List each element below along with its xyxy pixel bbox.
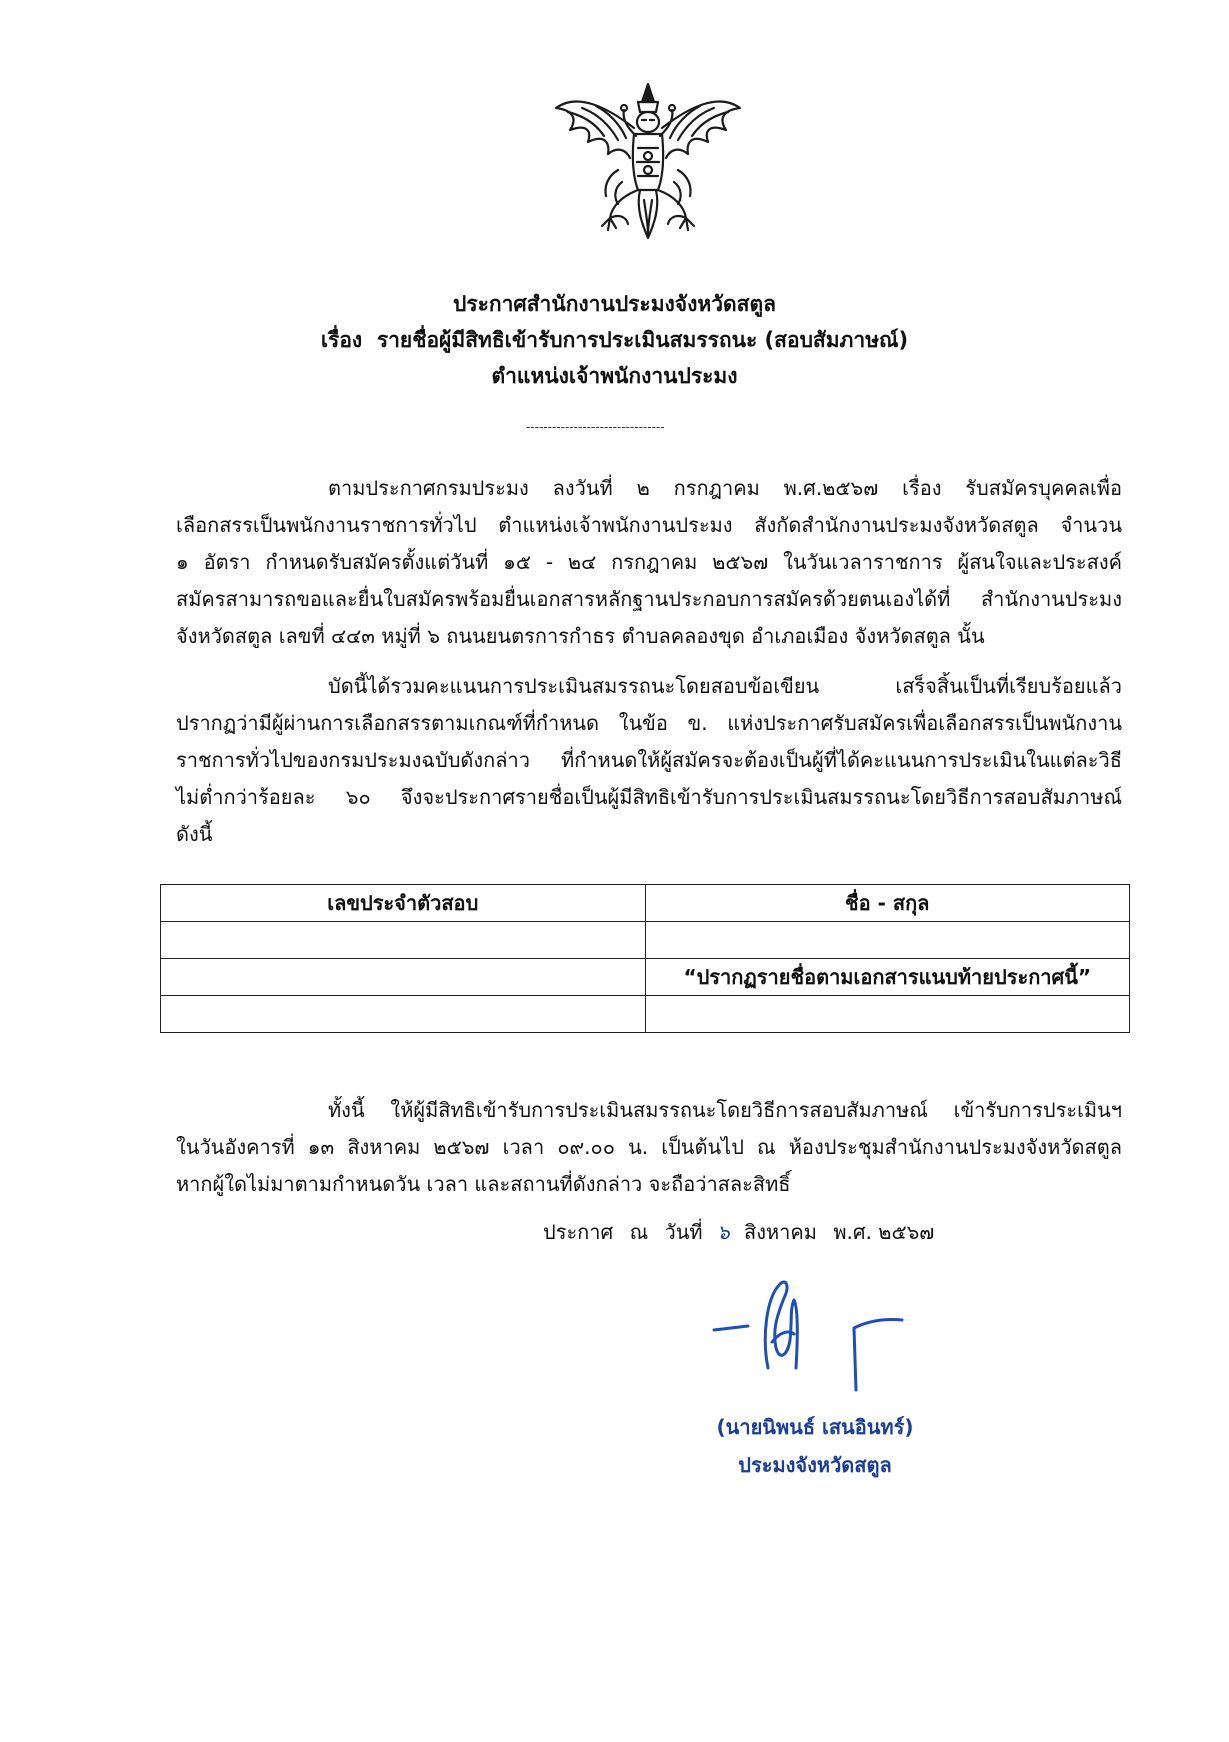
table-row (161, 996, 1130, 1033)
paragraph-line: ปรากฏว่ามีผู้ผ่านการเลือกสรรตามเกณฑ์ที่กำหนด ในข้อ ข. แห่งประกาศรับสมัครเพื่อเลือกสรรเป็นพนักงาน (176, 711, 1122, 735)
handwritten-signature-icon (706, 1278, 916, 1398)
table-cell (645, 996, 1130, 1033)
paragraph-line: ทั้งนี้ ให้ผู้มีสิทธิเข้ารับการประเมินสมรรถนะโดยวิธีการสอบสัมภาษณ์ เข้ารับการประเมินฯ (328, 1098, 1122, 1122)
table-cell (161, 922, 646, 959)
column-header-full-name: ชื่อ - สกุล (645, 885, 1130, 922)
heading-separator: -------------------------------- (526, 420, 665, 434)
date-at: ณ (629, 1220, 649, 1244)
table-header-row (161, 885, 1130, 922)
date-day-label: วันที่ (664, 1220, 703, 1244)
column-header-exam-id: เลขประจำตัวสอบ (161, 885, 646, 922)
table-row (161, 922, 1130, 959)
table-cell (161, 959, 646, 996)
attachment-note: “ปรากฏรายชื่อตามเอกสารแนบท้ายประกาศนี้” (645, 959, 1130, 996)
date-day: ๖ (716, 1220, 730, 1244)
subject-label: เรื่อง (320, 328, 363, 352)
paragraph-line: บัดนี้ได้รวมคะแนนการประเมินสมรรถนะโดยสอบข้อเขียน เสร็จสิ้นเป็นที่เรียบร้อยแล้ว (328, 674, 1122, 698)
garuda-emblem-icon (548, 78, 748, 258)
date-era: พ.ศ. (833, 1220, 872, 1244)
paragraph-selection-result (176, 668, 1122, 853)
paragraph-line: ไม่ต่ำกว่าร้อยละ ๖๐ จึงจะประกาศรายชื่อเป็นผู้มีสิทธิเข้ารับการประเมินสมรรถนะโดยวิธีการสอบสัมภาษณ์ (176, 785, 1122, 809)
date-year: ๒๕๖๗ (878, 1220, 935, 1244)
paragraph-line: สมัครสามารถขอและยื่นใบสมัครพร้อมยื่นเอกสารหลักฐานประกอบการสมัครด้วยตนเองได้ที่ สำนักงานประมง (176, 587, 1122, 611)
date-month: สิงหาคม (744, 1220, 817, 1244)
table-row (161, 959, 1130, 996)
document-heading (0, 286, 1229, 394)
signatory-name: (นายนิพนธ์ เสนอินทร์) (716, 1415, 914, 1439)
paragraph-line: ในวันอังคารที่ ๑๓ สิงหาคม ๒๕๖๗ เวลา ๐๙.๐๐ น. เป็นต้นไป ณ ห้องประชุมสำนักงานประมงจังหวัดสตูล (176, 1135, 1122, 1159)
table-cell (645, 922, 1130, 959)
announcement-title: ประกาศสำนักงานประมงจังหวัดสตูล (453, 292, 776, 316)
paragraph-line: ตามประกาศกรมประมง ลงวันที่ ๒ กรกฎาคม พ.ศ.๒๕๖๗ เรื่อง รับสมัครบุคคลเพื่อ (328, 476, 1122, 500)
signatory-block (650, 1408, 980, 1484)
subject-text: รายชื่อผู้มีสิทธิเข้ารับการประเมินสมรรถนะ (สอบสัมภาษณ์) (376, 328, 909, 352)
paragraph-line: เลือกสรรเป็นพนักงานราชการทั่วไป ตำแหน่งเจ้าพนักงานประมง สังกัดสำนักงานประมงจังหวัดสตูล จำนวน (176, 513, 1122, 537)
paragraph-line: จังหวัดสตูล เลขที่ ๔๔๓ หมู่ที่ ๖ ถนนยนตรการกำธร ตำบลคลองขุด อำเภอเมือง จังหวัดสตูล นั้น (176, 624, 985, 648)
paragraph-line: ๑ อัตรา กำหนดรับสมัครตั้งแต่วันที่ ๑๕ - ๒๔ กรกฎาคม ๒๕๖๗ ในวันเวลาราชการ ผู้สนใจและประสงค์ (176, 550, 1122, 574)
paragraph-line: ราชการทั่วไปของกรมประมงฉบับดังกล่าว ที่กำหนดให้ผู้สมัครจะต้องเป็นผู้ที่ได้คะแนนการประเมินในแต่ละวิธี (176, 748, 1122, 772)
announcement-date (543, 1214, 934, 1250)
paragraph-interview-schedule (176, 1092, 1122, 1203)
table-cell (161, 996, 646, 1033)
paragraph-application-info (176, 470, 1122, 655)
signatory-title: ประมงจังหวัดสตูล (738, 1453, 892, 1477)
paragraph-line: หากผู้ใดไม่มาตามกำหนดวัน เวลา และสถานที่ดังกล่าว จะถือว่าสละสิทธิ์ (176, 1172, 791, 1196)
paragraph-line: ดังนี้ (176, 822, 213, 846)
position-title: ตำแหน่งเจ้าพนักงานประมง (491, 364, 738, 388)
candidate-table (160, 884, 1130, 1033)
announcement-subject (0, 322, 1229, 358)
date-prefix: ประกาศ (543, 1220, 614, 1244)
